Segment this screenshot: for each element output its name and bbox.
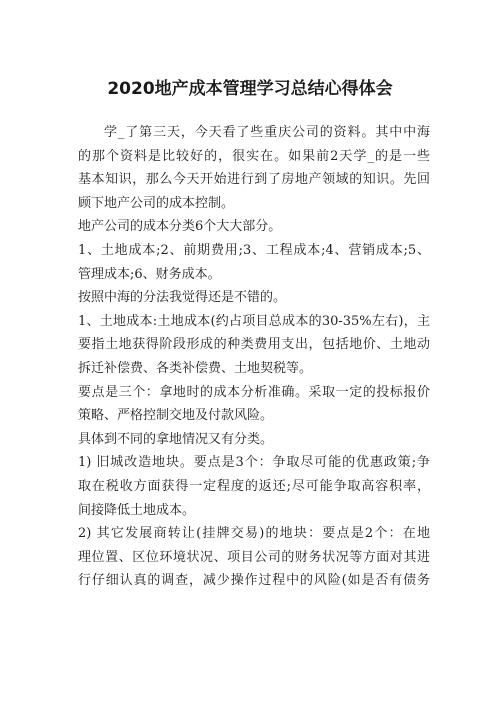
body-line: 要指土地获得阶段形成的种类费用支出，包括地价、土地动 (78, 337, 430, 353)
document-body (78, 121, 430, 593)
body-line: 具体到不同的拿地情况又有分类。 (78, 431, 274, 447)
body-line: 要点是三个：拿地时的成本分析准确。采取一定的投标报价 (78, 384, 430, 400)
body-line: 2) 其它发展商转让(挂牌交易)的地块：要点是2个：在地 (78, 526, 430, 542)
body-line: 1) 旧城改造地块。要点是3个：争取尽可能的优惠政策;争 (78, 455, 430, 471)
body-line: 1、土地成本;2、前期费用;3、工程成本;4、营销成本;5、 (78, 242, 430, 258)
body-line: 取在税收方面获得一定程度的返还;尽可能争取高容积率， (78, 478, 430, 494)
document-title: 2020地产成本管理学习总结心得体会 (107, 79, 393, 99)
body-line: 管理成本;6、财务成本。 (78, 266, 221, 282)
body-line: 地产公司的成本分类6个大大部分。 (78, 219, 282, 235)
body-line: 行仔细认真的调查，减少操作过程中的风险(如是否有债务 (78, 573, 430, 589)
body-line: 学_了第三天，今天看了些重庆公司的资料。其中中海 (104, 125, 430, 140)
body-line: 策略、严格控制交地及付款风险。 (78, 408, 274, 424)
body-line: 理位置、区位环境状况、项目公司的财务状况等方面对其进 (78, 549, 430, 565)
body-line: 1、土地成本:土地成本(约占项目总成本的30-35%左右)，主 (78, 313, 430, 329)
body-line: 间接降低土地成本。 (78, 502, 196, 518)
body-line: 基本知识，那么今天开始进行到了房地产领域的知识。先回 (78, 172, 430, 188)
body-line: 按照中海的分法我觉得还是不错的。 (78, 290, 287, 306)
body-line: 拆迁补偿费、各类补偿费、土地契税等。 (78, 360, 313, 376)
body-line: 顾下地产公司的成本控制。 (78, 195, 235, 211)
body-line: 的那个资料是比较好的，很实在。如果前2天学_的是一些 (78, 148, 430, 164)
